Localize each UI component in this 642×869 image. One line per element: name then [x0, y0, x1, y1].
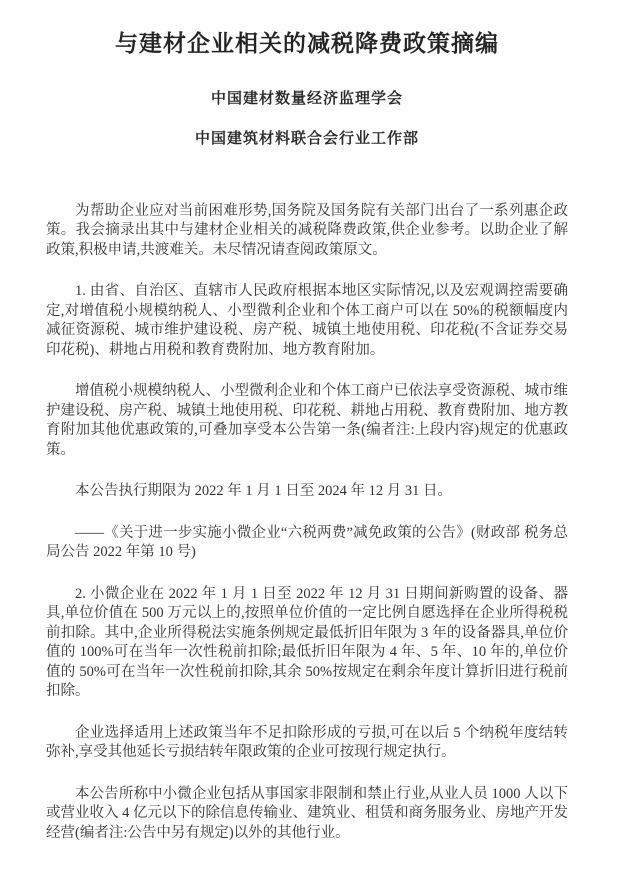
document-body: [46, 202, 568, 844]
org-name-secondary: 中国建筑材料联合会行业工作部: [194, 130, 419, 147]
policy-item-1-stacking-paragraph: 增值税小规模纳税人、小型微利企业和个体工商户已依法享受资源税、城市维护建设税、房产税、城镇土地使用税、印花税、耕地占用税、教育费附加、地方教育附加其他优惠政策的,可叠加享受本公告第一条(编者注:上段内容)规定的优惠政策。: [46, 383, 568, 458]
policy-item-2-loss-carryforward-paragraph: 企业选择适用上述政策当年不足扣除形成的亏损,可在以后 5 个纳税年度结转弥补,享受其他延长亏损结转年限政策的企业可按现行规定执行。: [46, 724, 568, 761]
policy-item-1-validity-paragraph: 本公告执行期限为 2022 年 1 月 1 日至 2024 年 12 月 31 日。: [75, 483, 452, 500]
policy-item-1-paragraph: 1. 由省、自治区、直辖市人民政府根据本地区实际情况,以及宏观调控需要确定,对增值税小规模纳税人、小型微利企业和个体工商户可以在 50%的税额幅度内减征资源税、城市维护建设税、房产税、城镇土地使用税、印花税(不含证券交易印花税)、耕地占用税和教育费附加、地方教育附加。: [46, 283, 568, 358]
policy-item-2-scope-paragraph: 本公告所称中小微企业包括从事国家非限制和禁止行业,从业人员 1000 人以下或营业收入 4 亿元以下的除信息传输业、建筑业、租赁和商务服务业、房地产开发经营(编者注:公告中另有规定)以外的其他行业。: [46, 785, 568, 841]
org-name-primary: 中国建材数量经济监理学会: [210, 90, 403, 107]
policy-item-2-paragraph: 2. 小微企业在 2022 年 1 月 1 日至 2022 年 12 月 31 日期间新购置的设备、器具,单位价值在 500 万元以上的,按照单位价值的一定比例自愿选择在企业所得税税前扣除。其中,企业所得税法实施条例规定最低折旧年限为 3 年的设备器具,单位价值的 100%可在当年一次性税前扣除;最低折旧年限为 4 年、5 年、10 年的,单位价值的 50%可在当年一次性税前扣除,其余 50%按规定在剩余年度计算折旧进行税前扣除。: [46, 585, 568, 700]
policy-item-1-source-citation: ——《关于进一步实施小微企业“六税两费”减免政策的公告》(财政部 税务总局公告 2022 年第 10 号): [46, 524, 568, 561]
intro-paragraph: 为帮助企业应对当前困难形势,国务院及国务院有关部门出台了一系列惠企政策。我会摘录出其中与建材企业相关的减税降费政策,供企业参考。以助企业了解政策,积极申请,共渡难关。未尽情况请查阅政策原文。: [46, 202, 568, 258]
page-title: 与建材企业相关的减税降费政策摘编: [115, 31, 499, 56]
